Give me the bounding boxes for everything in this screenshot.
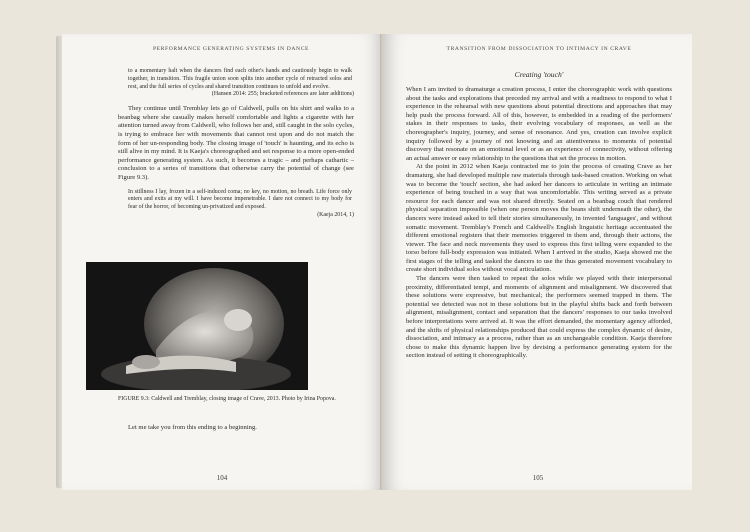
left-page	[62, 34, 382, 490]
figure-caption: FIGURE 9.3: Caldwell and Tremblay, closing image of Crave, 2013. Photo by Irina Popova.	[118, 396, 336, 402]
body-paragraph: They continue until Tremblay lets go of Caldwell, pulls on his shirt and walks to a beanbag where she casually makes herself comfortable and lights a cigarette with her attention turned away from Caldwell, who follows her and, still caught in the solo cycles, is trying to embrace her with movements that cannot rest upon and do not match the form of her un-responding body. The closing image of 'touch' is haunting, and its echo is still alive in my mind. It is Kaeja's choreographed and set response to a more open-ended performance generating system. As such, it becomes a tragic – and perhaps cathartic – conclusion to a series of transitions that otherwise carry the potential of change (see Figure 9.3).	[118, 105, 354, 181]
dance-photograph	[86, 262, 308, 390]
quote-citation-2: (Kaeja 2014, 1)	[317, 211, 354, 218]
body-paragraph-2: At the point in 2012 when Kaeja contracted me to join the process of creating Crave as her dramaturg, she had developed multiple raw materials through task-based creation. Working on what was to become the 'touch' section, she had asked her dancers to articulate in writing an intimate experience of being touched in a way that was uncomfortable. This writing served as a private resource for each dancer and was not shared directly. Seated on a beanbag couch that rendered physical separation impossible (when one person moves the beans shift underneath the other), the dancers were instead asked to tell their stories simultaneously, in invented 'languages', and without somatic movement. Tremblay's French and Caldwell's English linguistic heritage accentuated the different emotional registers that their memories triggered in them and, through their actions, the viewer. The face and neck movements they used to express this first telling were expanded to the torso before full-body expression was initiated. When I arrived in the studio, Kaeja showed me the first stages of the telling and tasked the dancers to use the thus generated movement vocabulary to create short individual solos without vocal articulation.	[406, 163, 672, 274]
body-paragraph-1: When I am invited to dramaturge a creation process, I enter the choreographic work with questions about the tasks and explorations that preceded my arrival and with a readiness to respond to what I experience in the rehearsal with new questions about potential directions and approaches that may help push the process forward. All of this, however, is embedded in a reading of the performers' stakes in their responses to tasks, their evolving vocabulary of responses, as well as the choreographer's inquiry, journey, and sense of resonance. And yes, creation can involve explicit inquiry followed by a journey of not knowing and an attentiveness to moments of potential discovery that resonate on an emotional level or as an experience of connectivity, without offering an actual answer or easy relationship to the questions that set the process in motion.	[406, 86, 672, 162]
photo-image	[86, 262, 308, 390]
block-quote: In stillness I lay, frozen in a self-induced coma; no key, no motion, no breath. Life force only enters and exits at my will. I have become impenetrable. I dare not connect to my body for fear of the horror, of becoming un-privatized and exposed.	[128, 188, 352, 211]
running-head-right: TRANSITION FROM DISSOCIATION TO INTIMACY IN CRAVE	[446, 46, 632, 52]
right-page	[384, 34, 692, 490]
running-head-left: PERFORMANCE GENERATING SYSTEMS IN DANCE	[152, 46, 310, 52]
quote-citation-1: (Hansen 2014: 255; bracketed references are later additions)	[211, 91, 354, 98]
page-number-left: 104	[216, 474, 228, 482]
page-number-right: 105	[532, 474, 544, 482]
left-text-top	[118, 68, 354, 220]
body-paragraph-3: The dancers were then tasked to repeat the solos while we played with their interpersonal proximity, differentiated tempi, and moments of alignment and misalignment. We discovered that these solutions were expressive, but mechanical; the performers seemed trapped in them. The potential we detected was not in these solutions but in the playful shifts back and forth between alignment, misalignment, contact and separation that the dancers' responses to our tasks involved before interpretations were arrived at. It was the effort demanded, the momentary agency afforded, and the shifts of physical relationships produced that could express the complex dynamic of desire, dissociation, and intimacy as a process, rather than as an unchangeable condition. Kaeja therefore chose to make this dynamic happen live by devising a performance generating system for the section instead of setting it choreographically.	[406, 275, 672, 360]
right-text	[406, 86, 672, 361]
section-heading: Creating 'touch'	[514, 70, 564, 79]
closing-sentence: Let me take you from this ending to a beginning.	[128, 424, 257, 431]
block-quote-continued: to a momentary halt when the dancers find each other's hands and cautiously begin to walk together, in transition. This fragile union soon splits into another cycle of retracted solos and rest, and the full series of cycles and shared transition continues to unfold and evolve.	[128, 68, 352, 90]
